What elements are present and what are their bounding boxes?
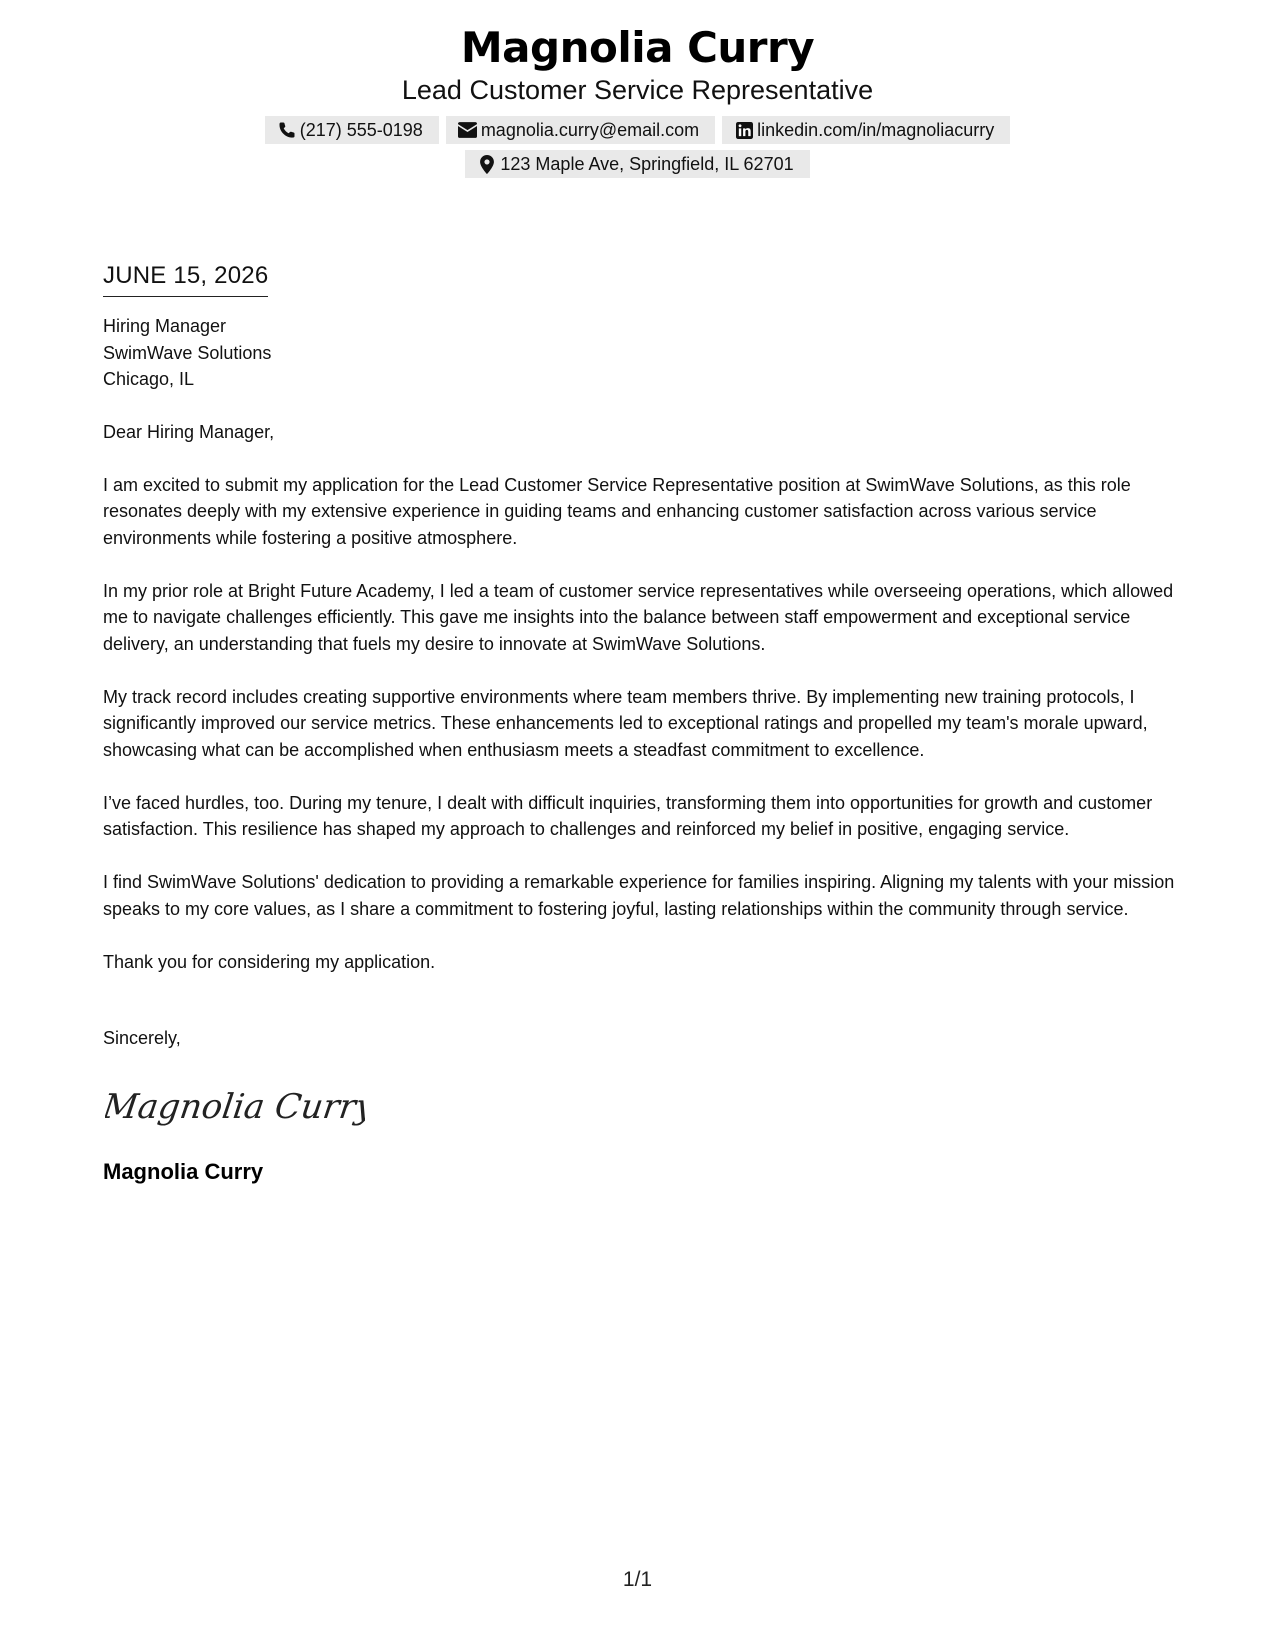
- body-paragraph: My track record includes creating supportive environments where team members thrive. By implementing new training protocols, I significantly improved our service metrics. These enhancements led to exceptional ratings and propelled my team's morale upward, showcasing what can be accomplished when enthusiasm meets a steadfast commitment to excellence.: [103, 686, 1148, 760]
- contact-address: [465, 150, 809, 178]
- address-text: 123 Maple Ave, Springfield, IL 62701: [500, 153, 794, 174]
- letter-date: JUNE 15, 2026: [103, 260, 268, 297]
- closing: Sincerely,: [103, 1028, 181, 1048]
- applicant-name: Magnolia Curry: [460, 23, 815, 72]
- contact-phone: [265, 116, 439, 144]
- recipient-block: [103, 313, 1178, 393]
- letter-body: [103, 260, 1178, 1186]
- recipient-line: SwimWave Solutions: [103, 342, 272, 363]
- salutation: Dear Hiring Manager,: [103, 421, 275, 442]
- email-text: magnolia.curry@email.com: [480, 119, 700, 140]
- map-pin-icon: [477, 154, 497, 174]
- phone-icon: [277, 120, 297, 140]
- handwritten-signature: [105, 1080, 365, 1136]
- applicant-title: Lead Customer Service Representative: [401, 75, 874, 105]
- recipient-line: Chicago, IL: [103, 369, 195, 389]
- body-paragraph: In my prior role at Bright Future Academy, I led a team of customer service representatives while overseeing operations, which allowed me to navigate challenges efficiently. This gave me insights into the balance between staff empowerment and exceptional service delivery, an understanding that fuels my desire to innovate at SwimWave Solutions.: [103, 580, 1174, 654]
- envelope-icon: [458, 120, 478, 140]
- linkedin-icon: [734, 120, 754, 140]
- body-paragraph: I find SwimWave Solutions' dedication to providing a remarkable experience for families inspiring. Aligning my talents with your mission speaks to my core values, as I share a commitment to fostering joyful, lasting relationships within the community through service.: [103, 872, 1175, 919]
- body-paragraph: I am excited to submit my application for the Lead Customer Service Representative position at SwimWave Solutions, as this role resonates deeply with my extensive experience in guiding teams and enhancing customer satisfaction across various service environments while fostering a positive atmosphere.: [103, 474, 1131, 548]
- linkedin-text: linkedin.com/in/magnoliacurry: [757, 119, 995, 140]
- page-number: 1/1: [622, 1568, 653, 1591]
- recipient-line: Hiring Manager: [103, 316, 227, 336]
- thank-you-line: Thank you for considering my application.: [103, 951, 436, 972]
- letter-header: [0, 22, 1275, 178]
- contact-bar: [238, 116, 1038, 178]
- body-paragraph: I’ve faced hurdles, too. During my tenure, I dealt with difficult inquiries, transforming them into opportunities for growth and customer satisfaction. This resilience has shaped my approach to challenges and reinforced my belief in positive, engaging service.: [103, 792, 1153, 839]
- contact-linkedin: [722, 116, 1010, 144]
- contact-email: [446, 116, 715, 144]
- svg-text:Magnolia Curry: Magnolia Curry: [105, 1086, 365, 1127]
- signed-name: Magnolia Curry: [103, 1158, 264, 1184]
- phone-text: (217) 555-0198: [299, 119, 423, 140]
